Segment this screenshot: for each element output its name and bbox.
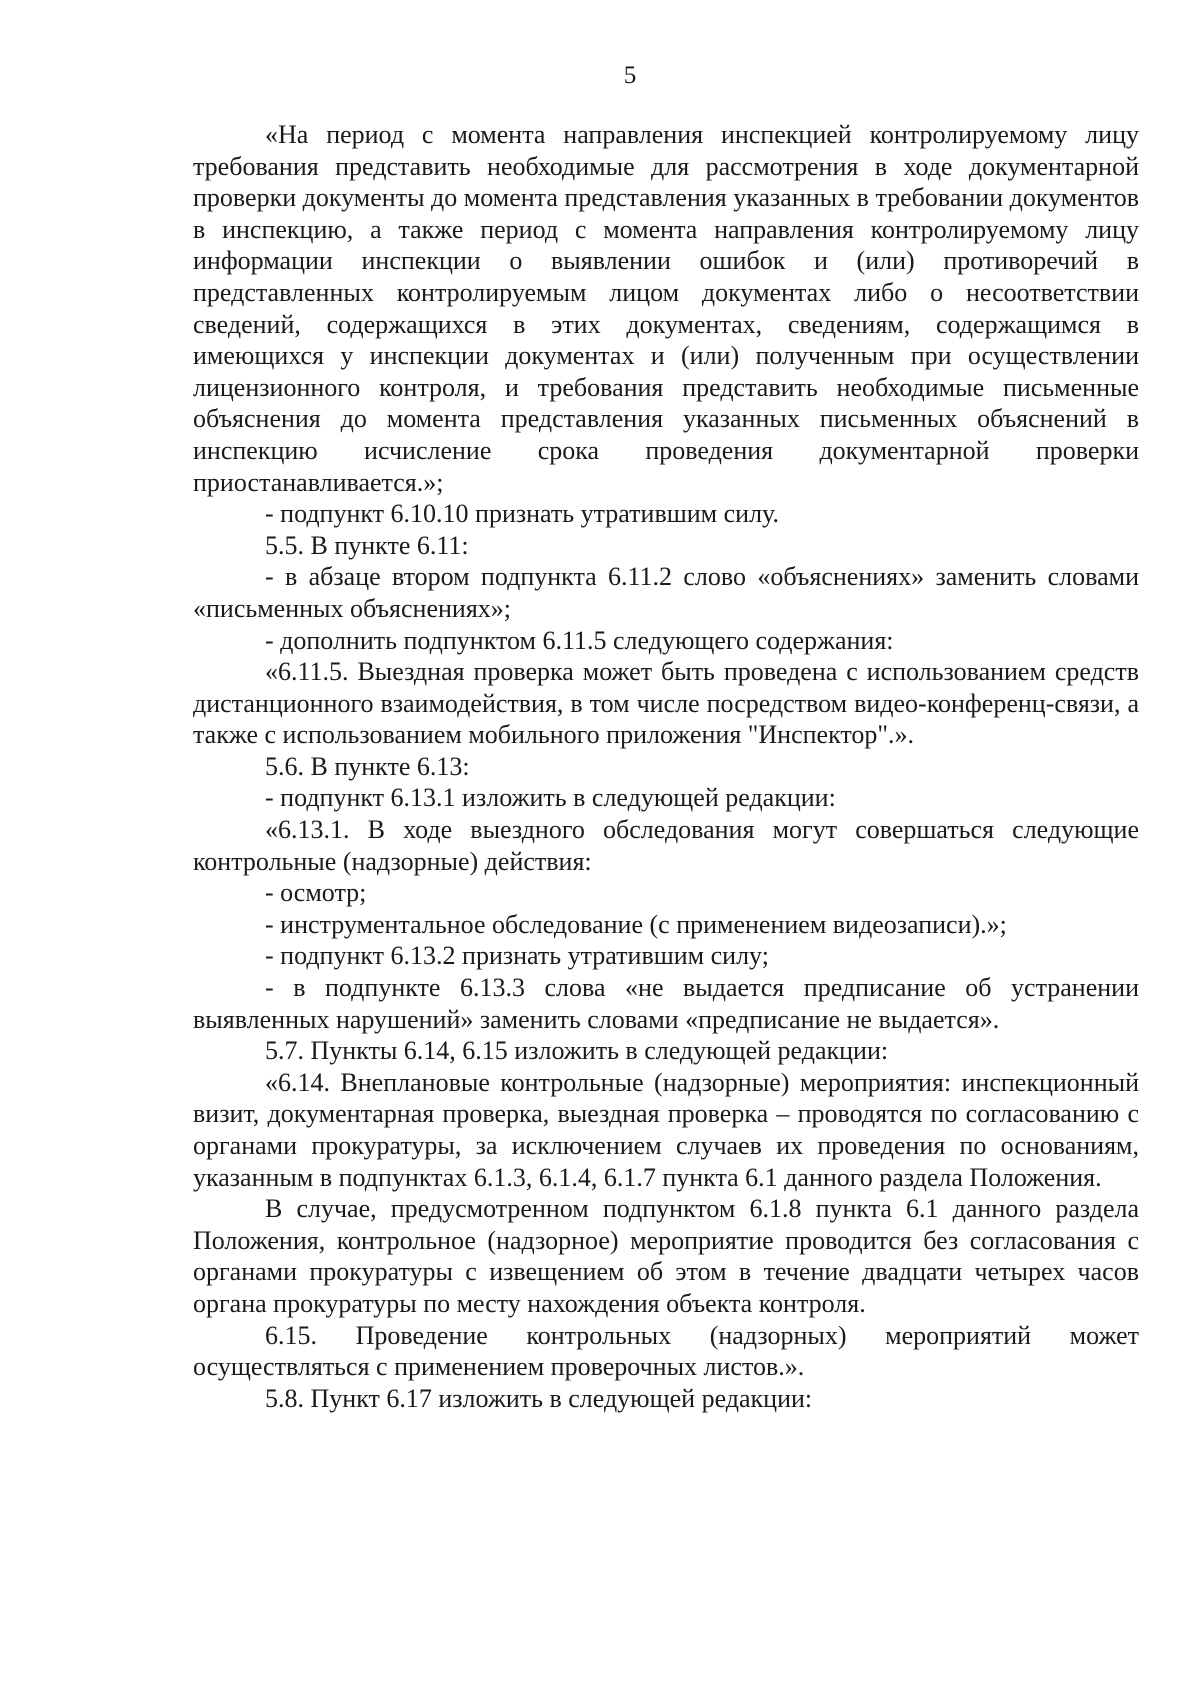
paragraph-inspection-period: «На период с момента направления инспекцией контролируемому лицу требования представить необходимые для рассмотрения в ходе документарной проверки документы до момента представления указанных в требовании документов в инспекцию, а также период с момента направления контролируемому лицу информации инспекции о выявлении ошибок и (или) противоречий в представленных контролируемым лицом документах либо о несоответствии сведений, содержащихся в этих документах, сведениям, содержащимся в имеющихся у инспекции документах и (или) полученным при осуществлении лицензионного контроля, и требования представить необходимые письменные объяснения до момента представления указанных письменных объяснений в инспекцию исчисление срока проведения документарной проверки приостанавливается.»; [193,120,1139,497]
paragraph-5-6: 5.6. В пункте 6.13: [265,751,470,781]
paragraph-subitem-6-11-2: - в абзаце втором подпункта 6.11.2 слово «объяснениях» заменить словами «письменных объяснениях»; [193,562,1139,623]
page-number: 5 [623,62,637,89]
paragraph-subitem-6-13-3: - в подпункте 6.13.3 слова «не выдается предписание об устранении выявленных нарушений» заменить словами «предписание не выдается». [193,973,1139,1034]
document-body [193,119,1139,1414]
paragraph-subitem-6-10-10: - подпункт 6.10.10 признать утратившим силу. [265,499,779,529]
paragraph-6-13-1-text: «6.13.1. В ходе выездного обследования могут совершаться следующие контрольные (надзорные) действия: [193,815,1139,876]
paragraph-add-6-11-5: - дополнить подпунктом 6.11.5 следующего содержания: [265,625,894,655]
paragraph-subitem-6-13-2: - подпункт 6.13.2 признать утратившим силу; [265,941,769,971]
paragraph-6-1-8-case: В случае, предусмотренном подпунктом 6.1.8 пункта 6.1 данного раздела Положения, контрольное (надзорное) мероприятие проводится без согласования с органами прокуратуры с извещением об этом в течение двадцати четырех часов органа прокуратуры по месту нахождения объекта контроля. [193,1194,1139,1318]
paragraph-5-5: 5.5. В пункте 6.11: [265,530,469,560]
paragraph-inspection-item: - осмотр; [265,878,367,908]
paragraph-6-11-5-text: «6.11.5. Выездная проверка может быть проведена с использованием средств дистанционного взаимодействия, в том числе посредством видео-конференц-связи, а также с использованием мобильного приложения "Инспектор".». [193,657,1139,750]
paragraph-subitem-6-13-1: - подпункт 6.13.1 изложить в следующей редакции: [265,783,836,813]
paragraph-5-8: 5.8. Пункт 6.17 изложить в следующей редакции: [265,1383,813,1413]
paragraph-6-14-text: «6.14. Внеплановые контрольные (надзорные) мероприятия: инспекционный визит, документарная проверка, выездная проверка – проводятся по согласованию с органами прокуратуры, за исключением случаев их проведения по основаниям, указанным в подпунктах 6.1.3, 6.1.4, 6.1.7 пункта 6.1 данного раздела Положения. [193,1067,1139,1192]
paragraph-5-7: 5.7. Пункты 6.14, 6.15 изложить в следующей редакции: [265,1036,889,1066]
paragraph-instrumental-item: - инструментальное обследование (с применением видеозаписи).»; [265,909,1007,939]
paragraph-6-15-text: 6.15. Проведение контрольных (надзорных) мероприятий может осуществляться с применением проверочных листов.». [193,1320,1139,1382]
